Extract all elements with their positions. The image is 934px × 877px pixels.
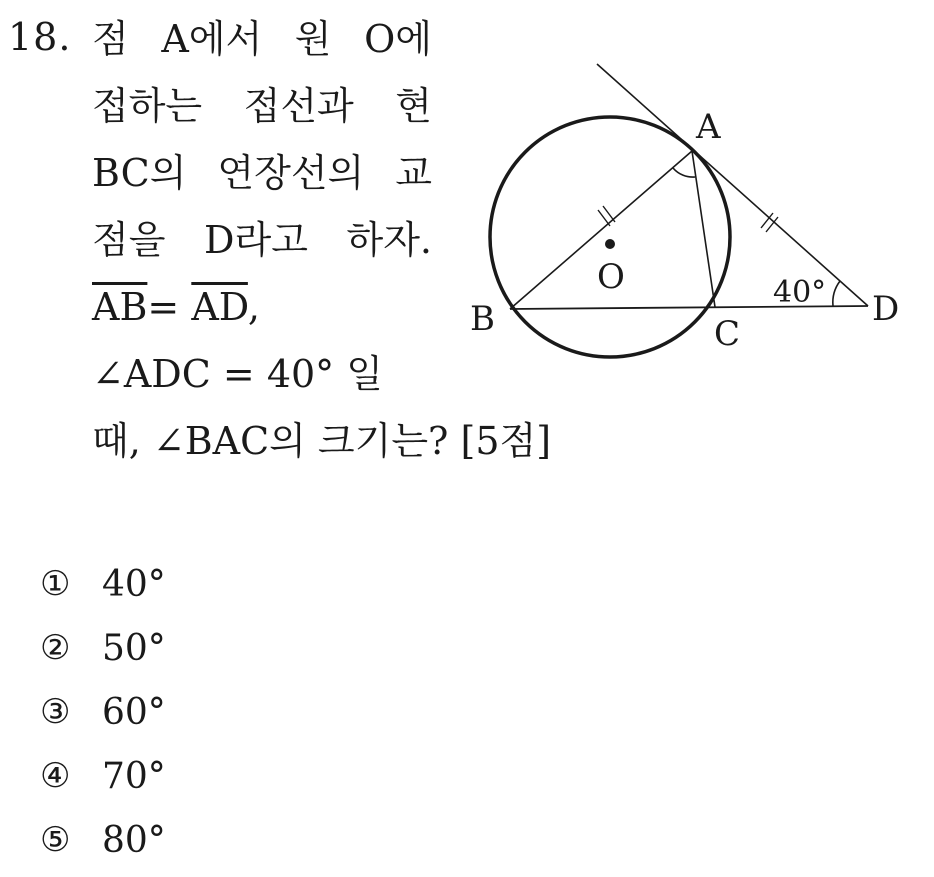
label-o: O: [597, 257, 625, 297]
question-prompt: 때, ∠BAC의 크기는? [5점]: [92, 419, 552, 463]
question-line-3: BC의 연장선의 교: [92, 151, 432, 195]
circle-o: [490, 117, 730, 357]
choice-4-value: 70°: [102, 755, 166, 797]
label-b: B: [470, 299, 495, 339]
choice-5-marker: ⑤: [40, 820, 71, 860]
tangent-line: [597, 64, 868, 306]
problem-number: 18.: [8, 15, 72, 59]
geometry-figure: [460, 50, 920, 390]
choice-2-marker: ②: [40, 628, 71, 668]
label-d: D: [872, 289, 900, 329]
question-line-4: 점을 D라고 하자.: [92, 218, 432, 262]
circle-tangent-diagram: [460, 50, 920, 390]
equals-sign: =: [147, 285, 180, 329]
choice-3-value: 60°: [102, 691, 166, 733]
label-angle-d: 40°: [773, 275, 827, 310]
angle-condition: ∠ADC = 40° 일: [92, 352, 383, 396]
question-line-2: 접하는 접선과 현: [92, 84, 432, 128]
segment-ab: $\overline{AB}$: [92, 285, 148, 329]
choice-3[interactable]: [40, 680, 166, 744]
segment-equality: [92, 274, 452, 341]
choice-3-marker: ③: [40, 692, 71, 732]
segment-ad: $\overline{AD}$: [191, 285, 248, 329]
choice-1[interactable]: [40, 552, 166, 616]
question-line-1: 점 A에서 원 O에: [92, 17, 432, 61]
question-text: [92, 6, 452, 408]
choice-2[interactable]: [40, 616, 166, 680]
choice-1-marker: ①: [40, 564, 71, 604]
label-c: C: [714, 314, 741, 354]
answer-choices: [40, 552, 166, 872]
choice-1-value: 40°: [102, 563, 166, 605]
segment-comma: ,: [247, 285, 260, 329]
label-a: A: [696, 107, 721, 147]
choice-4-marker: ④: [40, 756, 71, 796]
choice-4[interactable]: [40, 744, 166, 808]
choice-5[interactable]: [40, 808, 166, 872]
choice-2-value: 50°: [102, 627, 166, 669]
choice-5-value: 80°: [102, 819, 166, 861]
angle-bac-arc: [673, 168, 695, 177]
angle-d-arc: [833, 281, 840, 306]
center-point: [605, 239, 615, 249]
